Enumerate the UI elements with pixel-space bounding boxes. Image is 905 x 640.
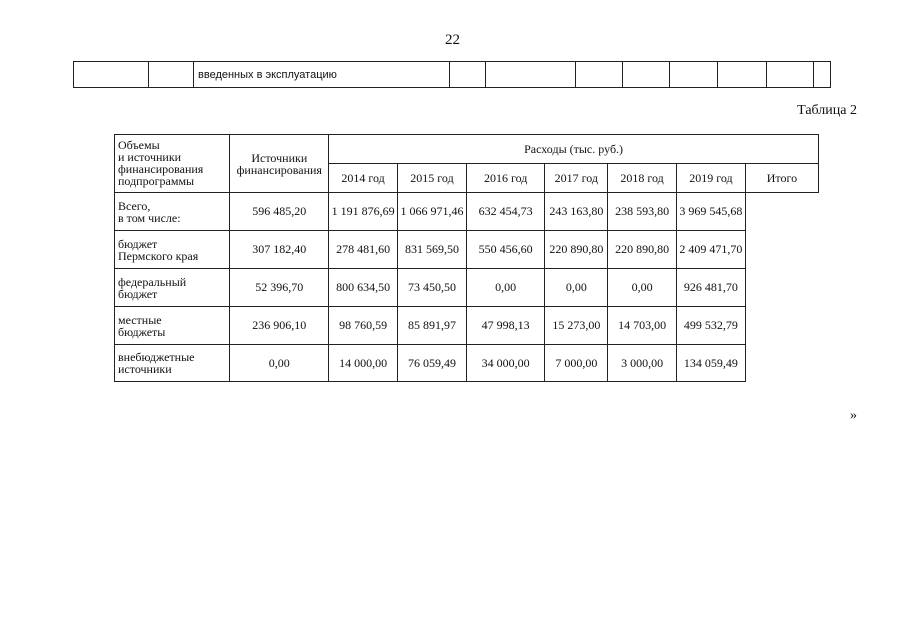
value-cell: 3 969 545,68 [676,193,745,231]
page-number: 22 [445,32,460,48]
value-cell: 47 998,13 [466,307,544,345]
continuation-cell [74,62,149,88]
value-cell: 0,00 [466,269,544,307]
value-cell: 926 481,70 [676,269,745,307]
year-header: 2019 год [676,164,745,193]
value-cell: 76 059,49 [398,345,467,382]
value-cell: 238 593,80 [608,193,677,231]
value-cell: 236 906,10 [230,307,329,345]
value-cell: 278 481,60 [329,231,398,269]
continuation-cell [149,62,194,88]
finance-table [114,134,819,382]
value-cell: 220 890,80 [545,231,608,269]
year-header: 2017 год [545,164,608,193]
sources-header-text: Источники финансирования [236,150,322,177]
source-cell: федеральный бюджет [115,269,230,307]
value-cell: 73 450,50 [398,269,467,307]
value-cell: 7 000,00 [545,345,608,382]
value-cell: 1 191 876,69 [329,193,398,231]
continuation-cell [767,62,814,88]
continuation-cell [814,62,831,88]
source-cell: Всего, в том числе: [115,193,230,231]
value-cell: 243 163,80 [545,193,608,231]
table-row [115,193,819,231]
sources-header [230,135,329,193]
value-cell: 307 182,40 [230,231,329,269]
year-header: 2014 год [329,164,398,193]
continuation-cell [450,62,486,88]
year-header: 2018 год [608,164,677,193]
header-row [115,135,819,164]
value-cell: 1 066 971,46 [398,193,467,231]
value-cell: 52 396,70 [230,269,329,307]
value-cell: 0,00 [608,269,677,307]
table-row [115,231,819,269]
table-row [115,345,819,382]
continuation-row [74,62,831,88]
table-row [115,269,819,307]
year-header: 2016 год [466,164,544,193]
value-cell: 800 634,50 [329,269,398,307]
value-cell: 831 569,50 [398,231,467,269]
volume-header [115,135,230,193]
volume-header-text: Объемы и источники финансирования подпрограммы [118,138,204,188]
value-cell: 0,00 [230,345,329,382]
continuation-cell [623,62,670,88]
year-header: Итого [745,164,818,193]
value-cell: 632 454,73 [466,193,544,231]
continuation-text: введенных в эксплуатацию [194,62,450,88]
value-cell: 14 703,00 [608,307,677,345]
continuation-cell [670,62,718,88]
value-cell: 34 000,00 [466,345,544,382]
value-cell: 220 890,80 [608,231,677,269]
continuation-cell [576,62,623,88]
table-caption: Таблица 2 [797,103,857,118]
source-cell: местные бюджеты [115,307,230,345]
value-cell: 98 760,59 [329,307,398,345]
continuation-cell [486,62,576,88]
table-row [115,307,819,345]
expenses-header: Расходы (тыс. руб.) [329,135,819,164]
source-cell: внебюджетные источники [115,345,230,382]
value-cell: 3 000,00 [608,345,677,382]
value-cell: 134 059,49 [676,345,745,382]
value-cell: 2 409 471,70 [676,231,745,269]
value-cell: 550 456,60 [466,231,544,269]
value-cell: 499 532,79 [676,307,745,345]
year-header: 2015 год [398,164,467,193]
continuation-cell [718,62,767,88]
continuation-table [73,61,831,88]
value-cell: 15 273,00 [545,307,608,345]
closing-quote: » [850,408,857,423]
value-cell: 14 000,00 [329,345,398,382]
source-cell: бюджет Пермского края [115,231,230,269]
value-cell: 85 891,97 [398,307,467,345]
value-cell: 0,00 [545,269,608,307]
value-cell: 596 485,20 [230,193,329,231]
